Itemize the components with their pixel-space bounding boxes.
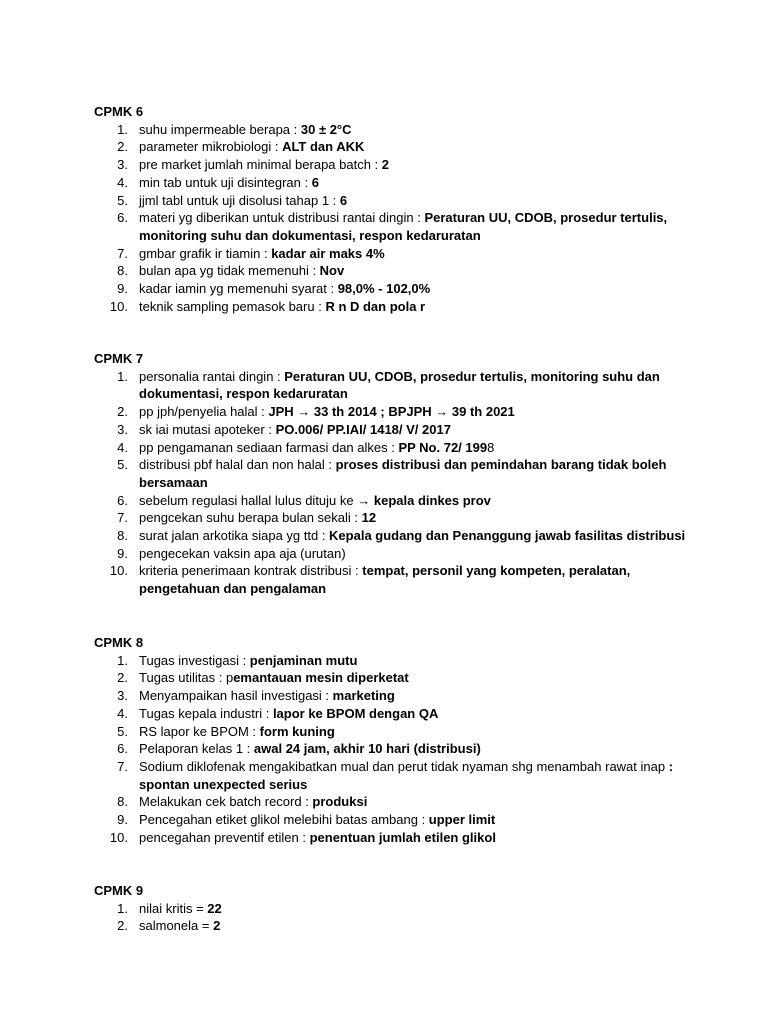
item-number: 2.: [117, 404, 128, 420]
item-number: 5.: [117, 192, 128, 208]
question-list: [94, 121, 694, 316]
question-text: nilai kritis =: [139, 900, 208, 916]
answer-text: 22: [207, 900, 222, 916]
item-number: 6.: [117, 492, 128, 508]
section-title: CPMK 6: [94, 104, 144, 119]
list-item: [94, 527, 694, 545]
list-item: [94, 669, 694, 687]
question-text: Menyampaikan hasil investigasi :: [139, 688, 333, 704]
question-text: Melakukan cek batch record :: [139, 794, 313, 810]
list-item: [94, 298, 694, 316]
question-text: pencegahan preventif etilen :: [139, 829, 310, 845]
item-number: 3.: [117, 421, 128, 437]
answer-text: produksi: [312, 794, 368, 810]
answer-text: PP No. 72/ 199: [398, 439, 488, 455]
answer-text: : spontan unexpected serius: [139, 758, 674, 792]
answer-text: Peraturan UU, CDOB, prosedur tertulis, monitoring suhu dan dokumentasi, respon kedaruratan: [139, 210, 668, 243]
item-number: 6.: [117, 741, 128, 757]
list-item: [94, 758, 694, 793]
question-text: surat jalan arkotika siapa yg ttd :: [139, 528, 330, 544]
item-number: 4.: [117, 705, 128, 721]
question-text: materi yg diberikan untuk distribusi rantai dingin :: [139, 210, 425, 226]
list-item: [94, 280, 694, 298]
list-item: [94, 917, 694, 935]
section-cpmk-7: [94, 350, 694, 598]
question-text: pre market jumlah minimal berapa batch :: [139, 157, 382, 173]
list-item: [94, 740, 694, 758]
question-list: [94, 900, 694, 935]
item-number: 6.: [117, 210, 128, 226]
question-text: jjml tabl untuk uji disolusi tahap 1 :: [139, 192, 340, 208]
question-text: Pencegahan etiket glikol melebihi batas ambang :: [139, 812, 429, 828]
item-number: 2.: [117, 670, 128, 686]
item-number: 8.: [117, 528, 128, 544]
section-cpmk-6: [94, 103, 694, 315]
section-title: CPMK 8: [94, 635, 144, 650]
answer-text: 12: [361, 510, 377, 526]
answer-text: 6: [311, 174, 319, 190]
item-number: 3.: [117, 157, 128, 173]
question-text: pengecekan vaksin apa aja (urutan): [139, 545, 346, 561]
list-item: [94, 492, 694, 510]
question-text: salmonela =: [139, 918, 214, 934]
list-item: [94, 687, 694, 705]
answer-text: 2: [381, 157, 390, 173]
question-text: kadar iamin yg memenuhi syarat :: [139, 281, 338, 297]
list-item: [94, 121, 694, 139]
answer-text: tempat, personil yang kompeten, peralatan, pengetahuan dan pengalaman: [139, 563, 631, 597]
item-number: 4.: [117, 439, 128, 455]
question-text: personalia rantai dingin :: [139, 368, 285, 384]
list-item: [94, 174, 694, 192]
answer-text: 2: [213, 918, 221, 934]
item-number: 8.: [117, 794, 128, 810]
answer-text: R n D dan pola r: [325, 298, 426, 314]
item-number: 10.: [109, 563, 128, 579]
section-cpmk-9: [94, 882, 694, 935]
question-list: [94, 652, 694, 847]
answer-text: ALT dan AKK: [282, 139, 365, 155]
list-item: [94, 652, 694, 670]
answer-tail: 8: [487, 439, 495, 455]
question-text: min tab untuk uji disintegran :: [139, 174, 312, 190]
list-item: [94, 439, 694, 457]
list-item: [94, 368, 694, 403]
question-text: pengcekan suhu berapa bulan sekali :: [139, 510, 362, 526]
item-number: 9.: [117, 281, 128, 297]
answer-text: proses distribusi dan pemindahan barang tidak boleh bersamaan: [139, 457, 667, 490]
answer-text: upper limit: [428, 812, 496, 828]
item-number: 3.: [117, 688, 128, 704]
item-number: 7.: [117, 245, 128, 261]
item-number: 9.: [117, 812, 128, 828]
answer-text: JPH → 33 th 2014 ; BPJPH → 39 th 2021: [268, 404, 515, 420]
list-item: [94, 705, 694, 723]
item-number: 8.: [117, 263, 128, 279]
item-number: 7.: [117, 758, 128, 774]
section-title: CPMK 7: [94, 351, 144, 366]
answer-text: kepala dinkes prov: [373, 492, 491, 508]
list-item: [94, 192, 694, 210]
question-text: teknik sampling pemasok baru :: [139, 298, 326, 314]
item-number: 2.: [117, 139, 128, 155]
item-number: 4.: [117, 174, 128, 190]
list-item: [94, 209, 694, 244]
question-text: Tugas investigasi :: [139, 652, 250, 668]
answer-text: kadar air maks 4%: [271, 245, 385, 261]
item-number: 5.: [117, 723, 128, 739]
list-item: [94, 262, 694, 280]
answer-text: Nov: [319, 263, 345, 279]
answer-text: 30 ± 2°C: [300, 121, 352, 137]
item-number: 10.: [109, 829, 128, 845]
question-text: distribusi pbf halal dan non halal :: [139, 457, 336, 473]
question-text: kriteria penerimaan kontrak distribusi :: [139, 563, 363, 579]
question-text: Sodium diklofenak mengakibatkan mual dan perut tidak nyaman shg menambah rawat inap: [139, 758, 669, 774]
list-item: [94, 562, 694, 597]
answer-text: emantauan mesin diperketat: [233, 670, 409, 686]
item-number: 1.: [117, 121, 128, 137]
item-number: 1.: [117, 900, 128, 916]
list-item: [94, 156, 694, 174]
question-text: bulan apa yg tidak memenuhi :: [139, 263, 320, 279]
question-text: pp jph/penyelia halal :: [139, 404, 269, 420]
question-list: [94, 368, 694, 598]
list-item: [94, 403, 694, 421]
answer-text: Kepala gudang dan Penanggung jawab fasilitas distribusi: [329, 528, 686, 544]
question-text: suhu impermeable berapa :: [139, 121, 301, 137]
answer-text: 6: [339, 192, 348, 208]
question-text: Pelaporan kelas 1 :: [139, 741, 254, 757]
question-text: sk iai mutasi apoteker :: [139, 421, 276, 437]
list-item: [94, 793, 694, 811]
section-cpmk-8: [94, 634, 694, 846]
list-item: [94, 421, 694, 439]
question-text: sebelum regulasi hallal lulus dituju ke →: [139, 492, 374, 508]
list-item: [94, 829, 694, 847]
answer-text: lapor ke BPOM dengan QA: [272, 705, 439, 721]
answer-text: penentuan jumlah etilen glikol: [309, 829, 496, 845]
item-number: 1.: [117, 652, 128, 668]
section-title: CPMK 9: [94, 883, 144, 898]
question-text: parameter mikrobiologi :: [139, 139, 283, 155]
list-item: [94, 138, 694, 156]
list-item: [94, 900, 694, 918]
item-number: 9.: [117, 545, 128, 561]
list-item: [94, 811, 694, 829]
item-number: 7.: [117, 510, 128, 526]
answer-text: PO.006/ PP.IAI/ 1418/ V/ 2017: [275, 421, 451, 437]
answer-text: Peraturan UU, CDOB, prosedur tertulis, monitoring suhu dan dokumentasi, respon kedaruratan: [139, 368, 660, 402]
item-number: 5.: [117, 457, 128, 473]
list-item: [94, 245, 694, 263]
list-item: [94, 509, 694, 527]
list-item: [94, 723, 694, 741]
question-text: RS lapor ke BPOM :: [139, 723, 260, 739]
list-item: [94, 456, 694, 491]
item-number: 2.: [117, 918, 128, 934]
answer-text: marketing: [332, 688, 395, 704]
answer-text: penjaminan mutu: [249, 652, 358, 668]
item-number: 1.: [117, 368, 128, 384]
item-number: 10.: [109, 298, 128, 314]
answer-text: form kuning: [259, 723, 335, 739]
list-item: [94, 545, 694, 563]
question-text: Tugas utilitas : p: [139, 670, 234, 686]
answer-text: 98,0% - 102,0%: [337, 281, 431, 297]
answer-text: awal 24 jam, akhir 10 hari (distribusi): [253, 741, 481, 757]
question-text: Tugas kepala industri :: [139, 705, 273, 721]
question-text: gmbar grafik ir tiamin :: [139, 245, 272, 261]
question-text: pp pengamanan sediaan farmasi dan alkes :: [139, 439, 399, 455]
